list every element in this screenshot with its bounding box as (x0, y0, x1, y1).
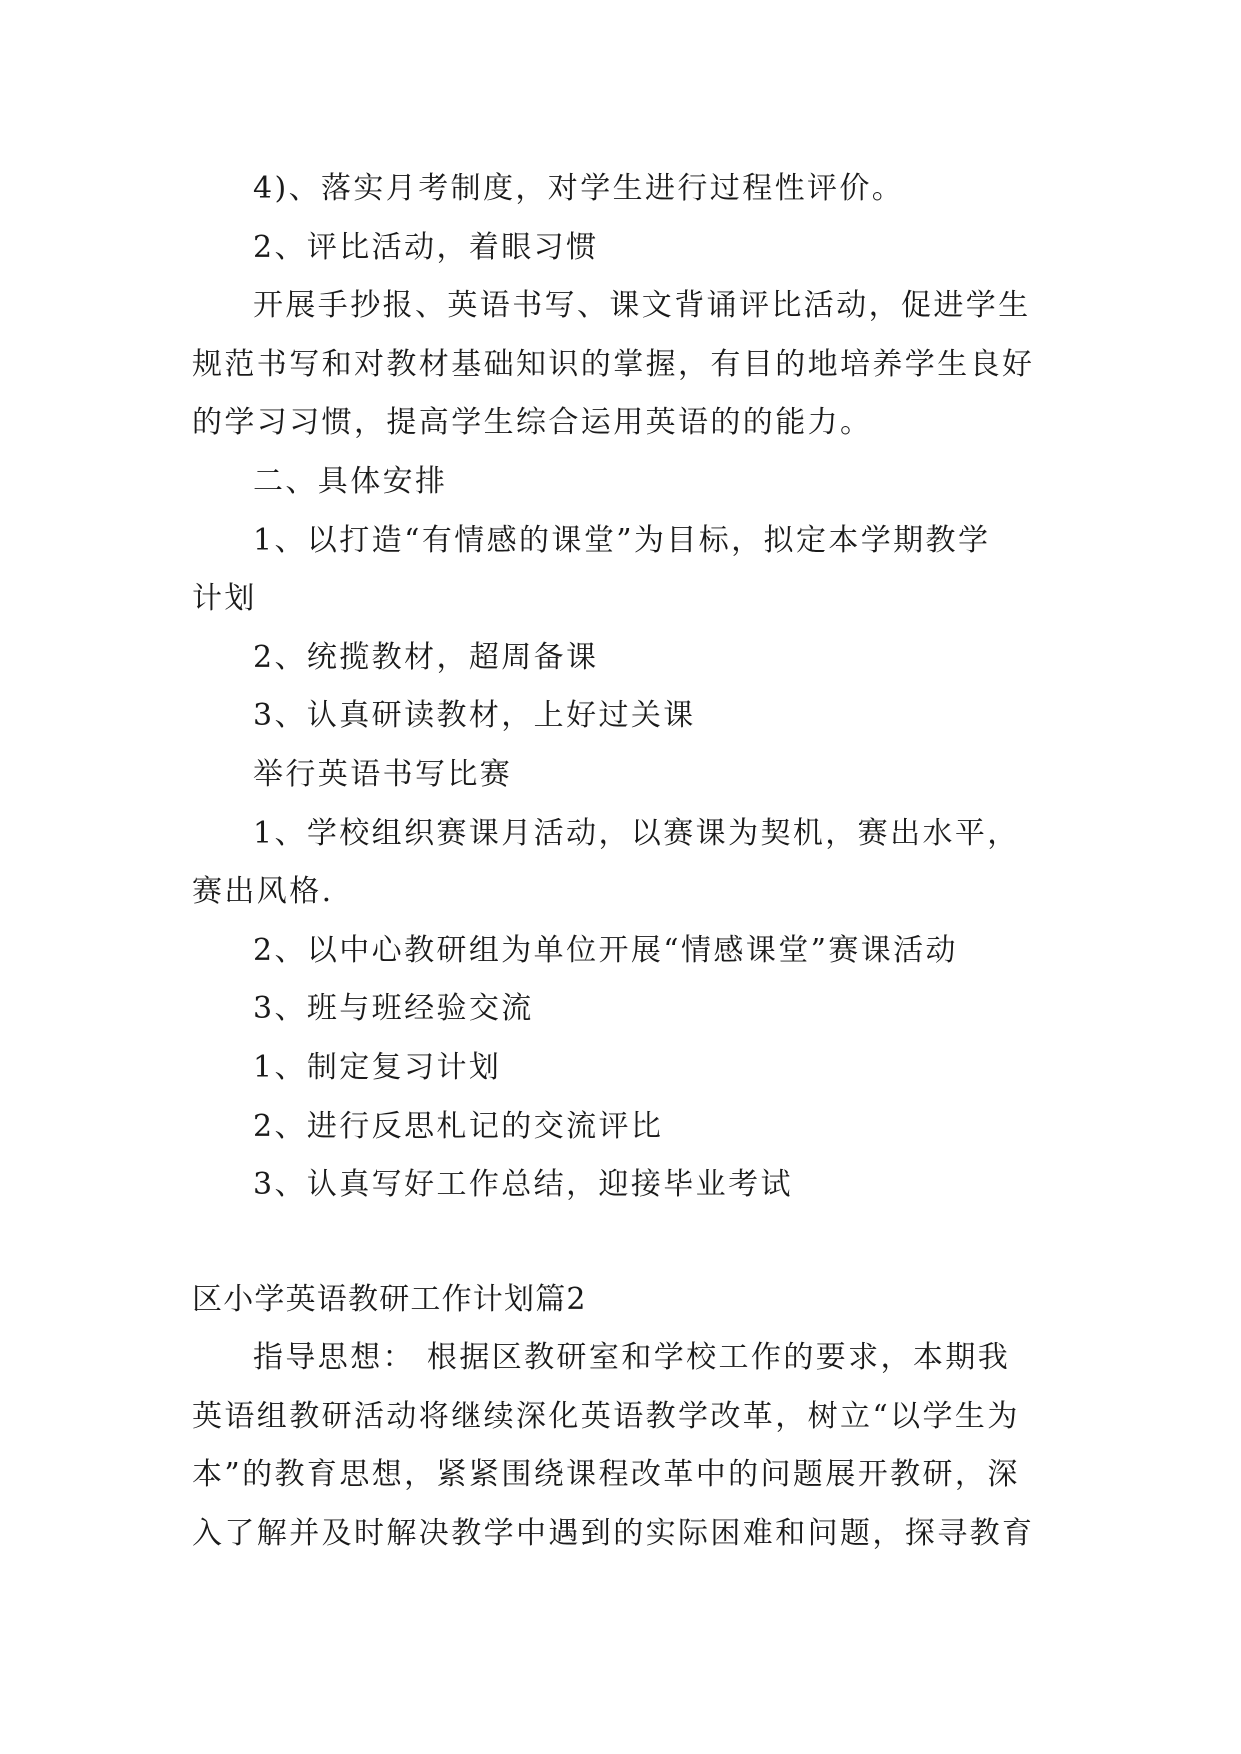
paragraph-line: 2、以中心教研组为单位开展“情感课堂”赛课活动 (253, 932, 958, 968)
paragraph-line: 开展手抄报、英语书写、课文背诵评比活动，促进学生 (253, 288, 1031, 324)
paragraph-line: 入了解并及时解决教学中遇到的实际困难和问题，探寻教育 (192, 1516, 1035, 1552)
paragraph-line: 3、认真写好工作总结，迎接毕业考试 (253, 1167, 793, 1203)
paragraph-line: 赛出风格. (192, 874, 334, 910)
document-body (192, 160, 1058, 1564)
paragraph-line: 2、进行反思札记的交流评比 (253, 1108, 664, 1144)
paragraph-line: 2、统揽教材，超周备课 (253, 639, 599, 675)
paragraph-line: 1、学校组织赛课月活动，以赛课为契机，赛出水平， (253, 815, 1020, 851)
paragraph-line: 本”的教育思想，紧紧围绕课程改革中的问题展开教研，深 (192, 1457, 1020, 1493)
section-spacer (192, 1215, 1058, 1271)
paragraph-line: 英语组教研活动将继续深化英语教学改革，树立“以学生为 (192, 1398, 1020, 1434)
paragraph-line: 规范书写和对教材基础知识的掌握，有目的地培养学生良好 (192, 346, 1035, 382)
paragraph-line: 1、以打造“有情感的课堂”为目标，拟定本学期教学 (253, 522, 991, 558)
section-subheading: 二、具体安排 (253, 463, 448, 499)
paragraph-line: 1、制定复习计划 (253, 1049, 502, 1085)
paragraph-line: 的学习习惯，提高学生综合运用英语的的能力。 (192, 405, 873, 441)
paragraph-line: 4)、落实月考制度，对学生进行过程性评价。 (253, 171, 905, 206)
paragraph-line: 指导思想： 根据区教研室和学校工作的要求，本期我 (253, 1340, 1011, 1376)
paragraph-line: 3、班与班经验交流 (253, 991, 534, 1027)
paragraph-line: 2、评比活动，着眼习惯 (253, 229, 599, 265)
paragraph-line: 3、认真研读教材，上好过关课 (253, 698, 696, 734)
paragraph-line: 计划 (192, 581, 257, 617)
section-heading: 区小学英语教研工作计划篇2 (192, 1281, 587, 1317)
paragraph-line: 举行英语书写比赛 (253, 756, 513, 792)
